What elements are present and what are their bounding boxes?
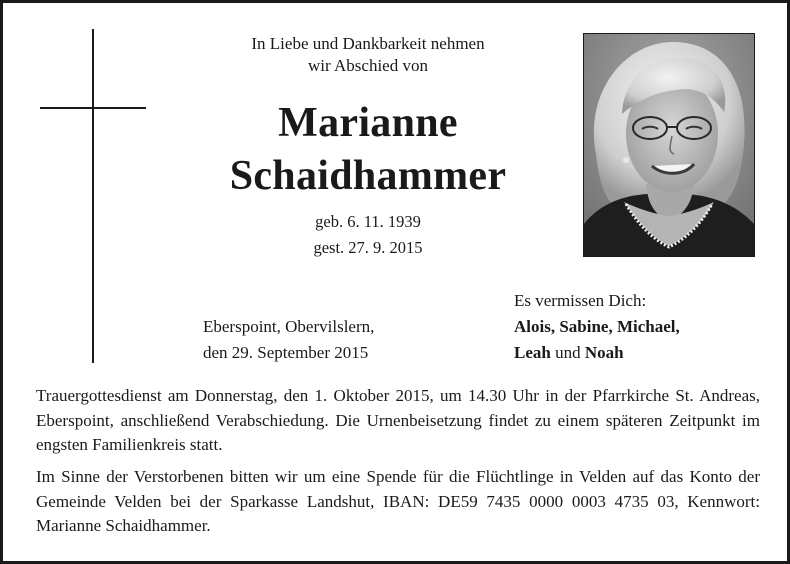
deceased-name — [173, 97, 563, 203]
funeral-service-paragraph: Trauergottesdienst am Donnerstag, den 1. Oktober 2015, um 14.30 Uhr in der Pfarrkirche St. Andreas, Eberspoint, anschließend Verabschiedung. Die Urnenbeisetzung findet zu einem späteren Zeitpunkt im engsten Familienkreis statt. — [36, 386, 760, 454]
death-date: gest. 27. 9. 2015 — [313, 238, 423, 257]
mourners-names-line-2 — [514, 340, 680, 366]
mourners-block — [514, 288, 680, 366]
cross-vertical-bar — [92, 29, 94, 363]
mourners-heading: Es vermissen Dich: — [514, 291, 647, 310]
place-line: Eberspoint, Obervilslern, — [203, 317, 375, 336]
intro-text — [173, 33, 563, 77]
date-line: den 29. September 2015 — [203, 343, 369, 362]
intro-line-2: wir Abschied von — [308, 56, 428, 75]
mourner-leah: Leah — [514, 343, 551, 362]
donation-paragraph: Im Sinne der Verstorbenen bitten wir um eine Spende für die Flüchtlinge in Velden auf das Konto der Gemeinde Velden bei der Sparkasse Landshut, IBAN: DE59 7435 0000 0003 4735 03, Kennwort: Marianne Schaidhammer. — [36, 467, 760, 535]
life-dates — [173, 209, 563, 261]
intro-line-1: In Liebe und Dankbarkeit nehmen — [251, 34, 485, 53]
cross-horizontal-bar — [40, 107, 146, 109]
birth-date: geb. 6. 11. 1939 — [315, 212, 421, 231]
place-and-date — [203, 314, 374, 366]
portrait-image — [584, 34, 754, 256]
deceased-first-name: Marianne — [278, 100, 458, 146]
mourners-names-line-1: Alois, Sabine, Michael, — [514, 317, 680, 336]
mourners-connector: und — [550, 343, 585, 362]
deceased-last-name: Schaidhammer — [229, 153, 507, 199]
portrait-photo — [583, 33, 755, 257]
mourner-noah: Noah — [584, 343, 624, 362]
